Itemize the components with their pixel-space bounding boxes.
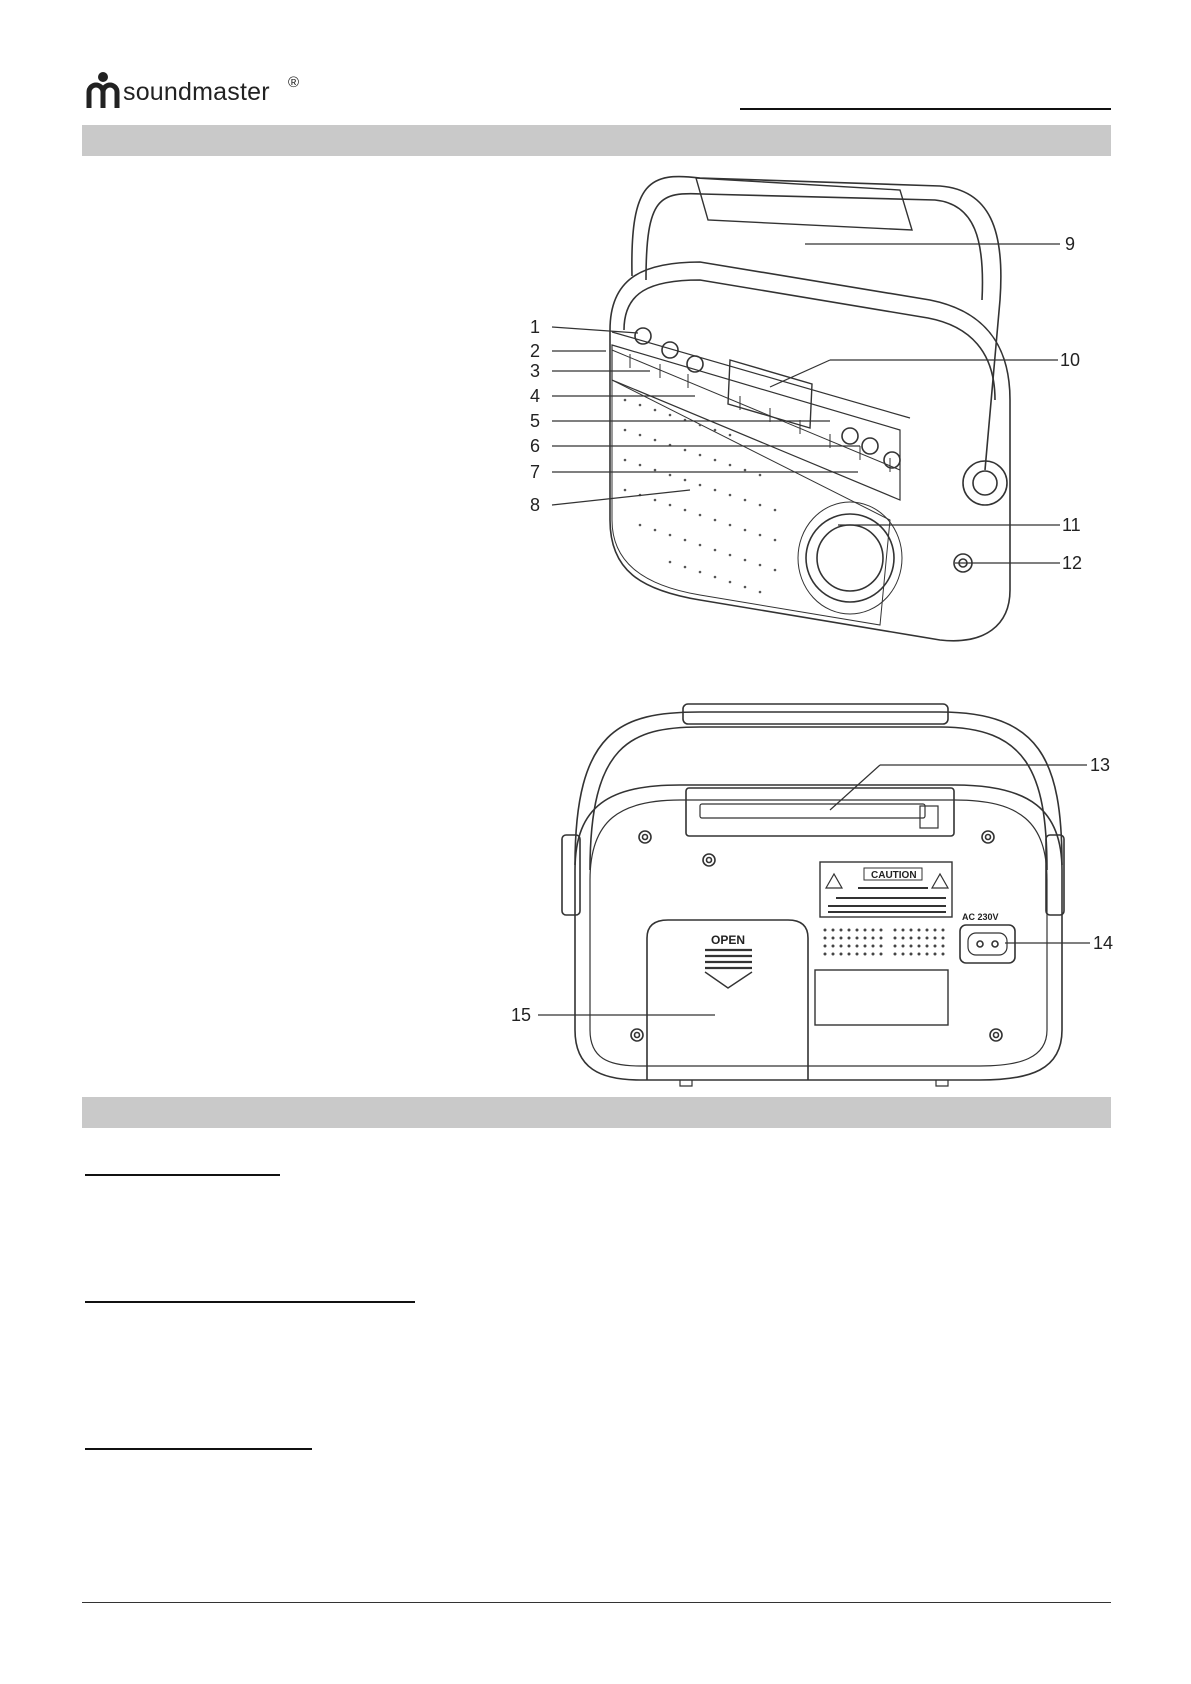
- speaker-grille-dots: [624, 399, 777, 594]
- subheading-rule-2: [85, 1301, 415, 1303]
- callout-11: 11: [1062, 515, 1081, 535]
- subheading-rule-1: [85, 1174, 280, 1176]
- section-band-top: [82, 125, 1111, 156]
- caution-label: CAUTION: [871, 870, 917, 881]
- brand-logo: [86, 70, 326, 116]
- back-leader-lines: [538, 765, 1090, 1015]
- callout-12: 12: [1062, 553, 1083, 573]
- callout-4: 4: [530, 386, 541, 406]
- section-band-bottom: [82, 1097, 1111, 1128]
- radio-back-view: [538, 704, 1090, 1086]
- callout-numbers: [511, 234, 1113, 1025]
- callout-1: 1: [530, 317, 541, 337]
- callout-8: 8: [530, 495, 541, 515]
- callout-3: 3: [530, 361, 541, 381]
- callout-10: 10: [1060, 350, 1081, 370]
- callout-9: 9: [1065, 234, 1076, 254]
- subheading-rule-3: [85, 1448, 312, 1450]
- door-grip-lines: [705, 950, 752, 968]
- callout-14: 14: [1093, 933, 1114, 953]
- caution-text-lines: [828, 888, 946, 912]
- callout-6: 6: [530, 436, 541, 456]
- callout-15: 15: [511, 1005, 532, 1025]
- radio-front-view: [552, 176, 1060, 640]
- door-open-label: OPEN: [711, 933, 746, 947]
- callout-13: 13: [1090, 755, 1111, 775]
- registered-mark: ®: [288, 74, 300, 91]
- header-rule: [740, 108, 1111, 110]
- footer-rule: [82, 1602, 1111, 1603]
- front-leader-lines: [552, 244, 1060, 563]
- callout-2: 2: [530, 341, 541, 361]
- brand-name: soundmaster: [123, 78, 270, 106]
- socket-voltage-label: AC 230V: [962, 912, 999, 922]
- callout-7: 7: [530, 462, 541, 482]
- vent-dots: [824, 929, 945, 956]
- callout-5: 5: [530, 411, 541, 431]
- soundmaster-logo-icon: [86, 70, 120, 110]
